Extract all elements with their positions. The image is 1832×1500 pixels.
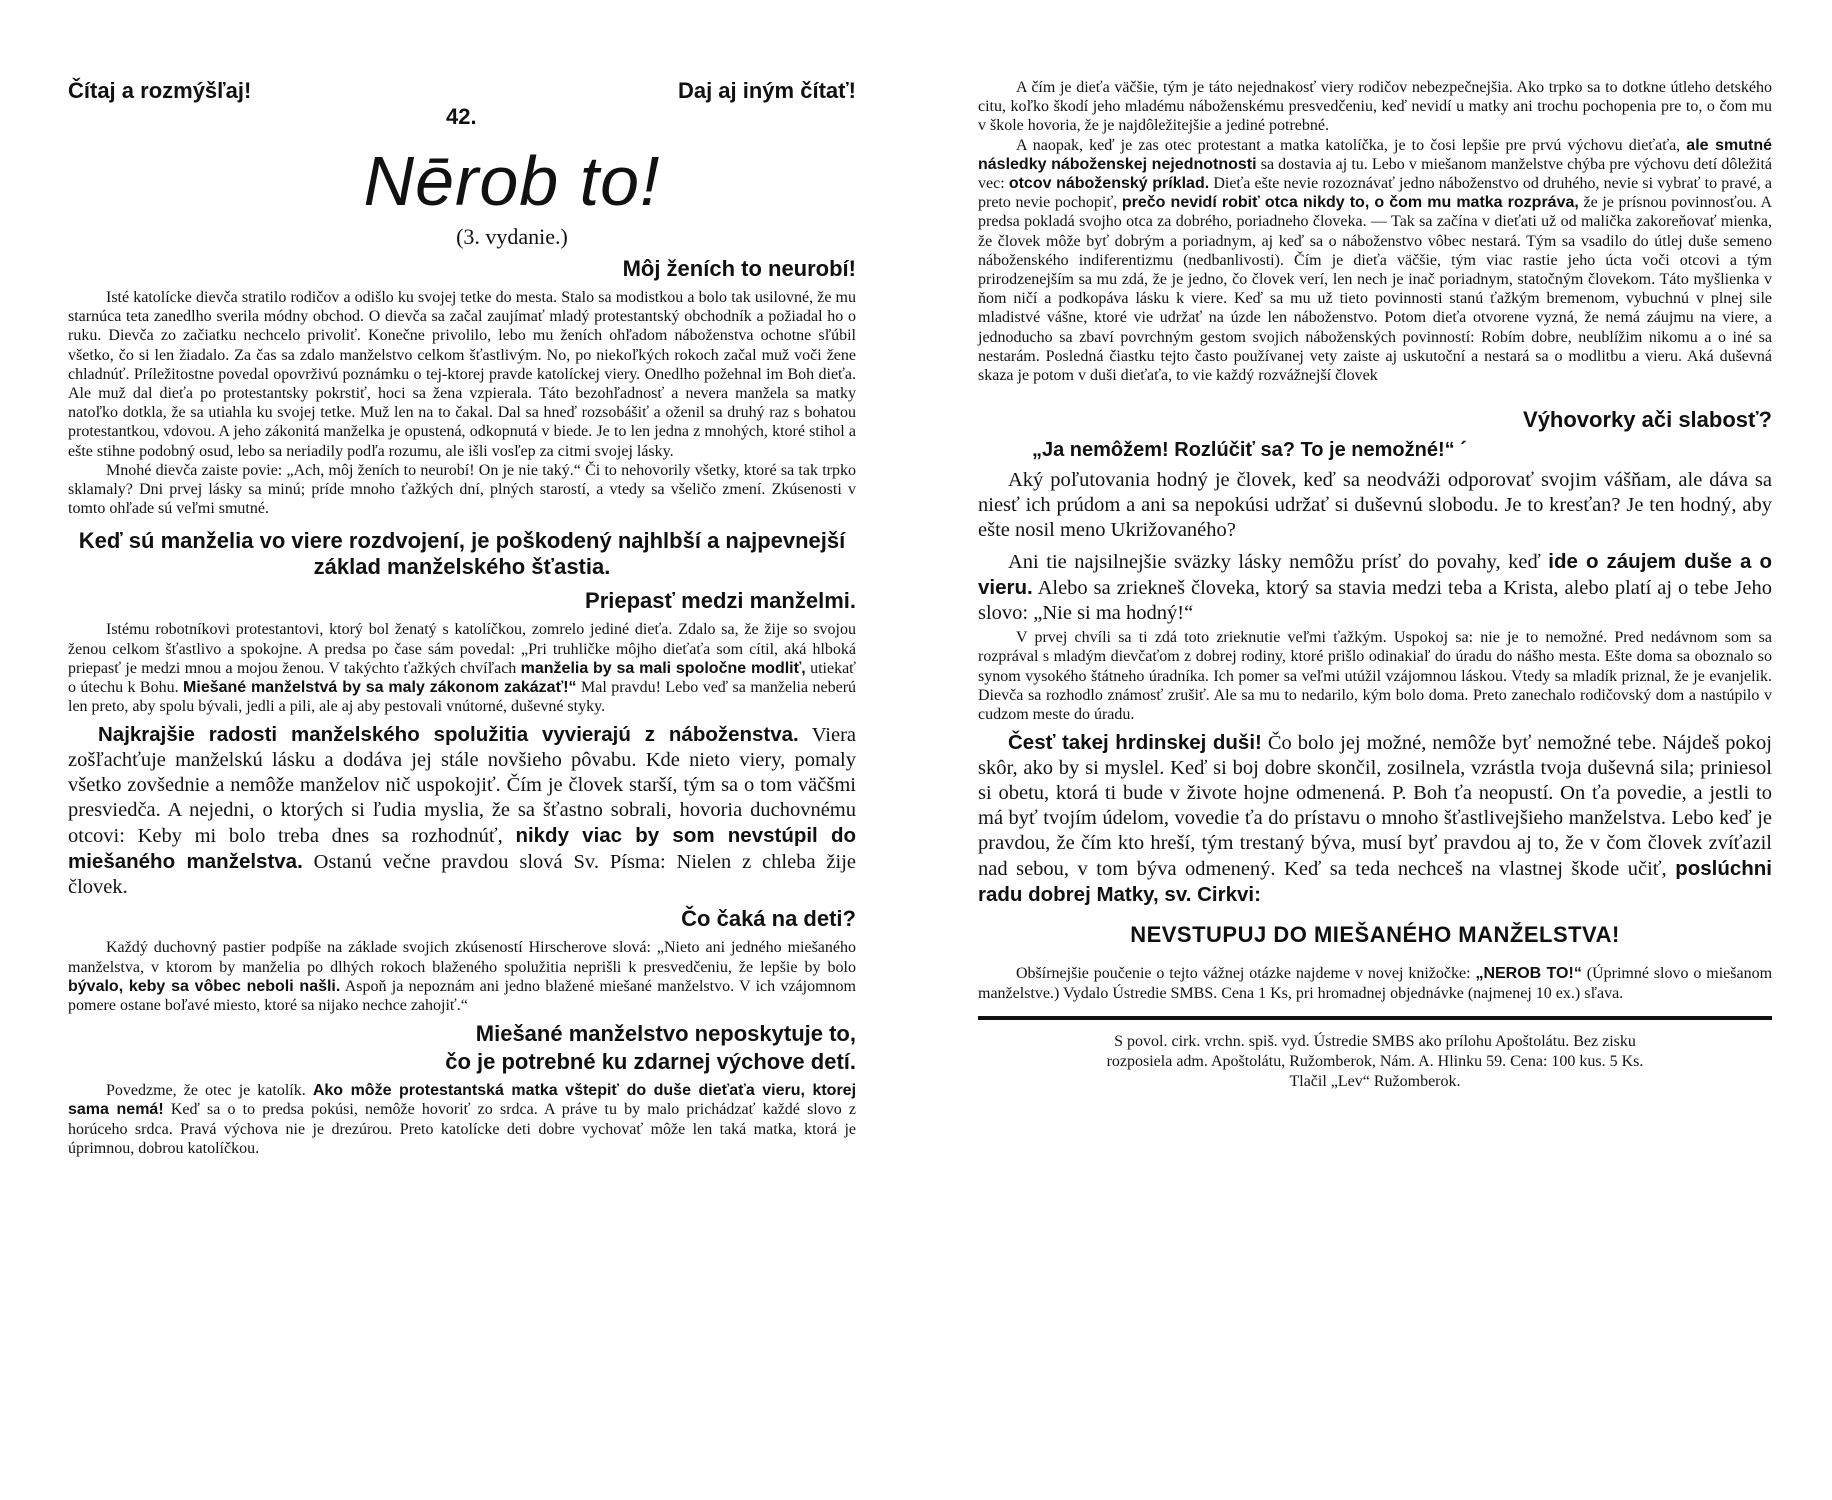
bold-text: ale smutné následky náboženskej nejednotnosti [978, 136, 1772, 173]
text-run: (Úprimné slovo o miešanom manželstve.) Vydalo Ústredie SMBS. Cena 1 Ks, pri hromadnej objednávke (najmenej 10 ex.) sľava. [978, 965, 1773, 1003]
section-heading: Výhovorky ači slabosť? [1523, 407, 1772, 433]
text-run: Viera zošľachťuje manželskú lásku a dodáva jej stále novšieho pôvabu. Kde nieto viery, pomaly všetko zovšednie a nemôže manželov nič uspokojiť. Čím je človek starší, tým sa o tom väčšmi presviedča. A nejedni, o ktorých si ľudia myslia, že sa šťastno sobrali, hovoria duchovnému otcovi: Keby mi bolo treba dnes sa rozhodnúť, [68, 724, 856, 848]
text-run: Čo bolo jej možné, nemôže byť nemožné tebe. Nájdeš pokoj skôr, ako by si myslel. Keď si boj dobre skončil, zosilnela, vzrástla tvoja duševná sila; priniesol si obetu, ktorá ti bude v živote hojne odmenená. P. Boh ťa neopustí. On ťa povedie, a jestli to má byť tvojím údelom, vovedie ťa do prístavu o mnoho šťastlivejšieho manželstva. Lebo keď je pravdou, že čím kto hreší, tým trestaný býva, musí byť pravdou aj to, že v čom človek zvíťazil nad sebou, v tom býva odmenený. Keď sa teda nechceš na vlastnej škode učiť, [978, 732, 1772, 881]
bold-text: bývalo, keby sa vôbec neboli našli. [68, 977, 341, 995]
text-run: Mal pravdu! Lebo veď sa manželia neberú len preto, aby spolu bývali, jedli a pili, ale aj aby pestovali vnútorné, duševné styky. [68, 679, 857, 716]
large-paragraph [978, 549, 1772, 626]
text-run: utiekať o útechu k Bohu. [68, 659, 857, 697]
imprint-line: Tlačil „Lev“ Ružomberok. [1289, 1073, 1461, 1091]
header-right-motto: Daj aj iným čítať! [677, 78, 856, 103]
section-heading: Môj ženích to neurobí! [622, 256, 856, 281]
section-heading: Keď sú manželia vo viere rozdvojení, je poškodený najhlbší a najpevnejší základ manželského šťastia. [78, 528, 846, 580]
bold-text: Česť takej hrdinskej duši! [1008, 731, 1262, 755]
bold-text: „NEROB TO!“ [1475, 965, 1582, 983]
bold-text: ide o záujem duše a o vieru. [978, 550, 1772, 600]
text-run: Ostanú večne pravdou slová Sv. Písma: Nielen z chleba žije človek. [68, 851, 857, 899]
paragraph: Mnohé dievča zaiste povie: „Ach, môj ženích to neurobí! On je nie taký.“ Či to nehovorily všetky, ktoré sa tak trpko sklamaly? Dni prvej lásky sa minú; príde mnoho ťažkých dní, plných starostí, a vtedy sa všeličo zmení. Zkúsenosti v tomto ohľade sú veľmi smutné. [68, 461, 856, 518]
bold-text: poslúchni radu dobrej Matky, sv. Cirkvi: [978, 857, 1772, 907]
imprint-line: rozposiela adm. Apoštolátu, Ružomberok, Nám. A. Hlinku 59. Cena: 100 kus. 5 Ks. [1106, 1053, 1644, 1071]
large-paragraph [978, 730, 1772, 908]
bold-text: Ako môže protestantská matka vštepiť do duše dieťaťa vieru, ktorej sama nemá! [68, 1082, 857, 1119]
text-run: Povedzme, že otec je katolík. [106, 1082, 306, 1100]
divider [978, 1016, 1772, 1020]
closing-appeal: NEVSTUPUJ DO MIEŠANÉHO MANŽELSTVA! [1130, 922, 1620, 948]
paragraph: Isté katolícke dievča stratilo rodičov a odišlo ku svojej tetke do mesta. Stalo sa modistkou a bolo tak usilovné, že mu starnúca teta zanedlho sverila módny obchod. O dievča sa začal zaujímať mladý protestantský obchodník a požiadal ho o ruku. Dievča zo začiatku nechcelo privoliť. Konečne privolilo, lebo mu ženích ohľadom náboženstva ochotne sľúbil všetko, čo si len žiadalo. Za čas sa zdalo manželstvo celkom šťastlivým. No, po niekoľkých rokoch začal muž voči žene chladnúť. Príležitostne povedal opovrživú poznámku o tej-ktorej pravde katolíckej viery. Onedlho požehnal im Boh dieťa. Ale muž dal dieťa po protestantsky pokrstiť, hoci sa žena vzpierala. Táto bezohľadnosť a nevera manžela sa matky natoľko dotkla, že sa utiahla ku svojej tetke. Muž len na to čakal. Dal sa hneď rozsobášiť a oženil sa druhý raz s bohatou protestantkou, vdovou. A jeho zákonitá manželka je opustená, odkopnutá v biede. Je to len jedna z mnohých, ktoré stihol a ešte stihne podobný osud, lebo sa neriadily podľa rozumu, ale išli vosľep za citmi svojej lásky. [68, 289, 856, 460]
text-run: Ani tie najsilnejšie sväzky lásky nemôžu prísť do povahy, keď [1008, 551, 1541, 574]
page-title: Nērob to! [363, 142, 661, 220]
paragraph [68, 620, 856, 716]
large-paragraph: Aký poľutovania hodný je človek, keď sa neodváži odporovať svojim vášňam, ale dáva sa niesť ich prúdom a ani sa nepokúsi udržať si duševnú slobodu. Je to kresťan? Je ten hodný, aby ešte nosil meno Ukrižovaného? [978, 469, 1772, 542]
section-heading: Priepasť medzi manželmi. [585, 588, 856, 614]
text-run: Istému robotníkovi protestantovi, ktorý bol ženatý s katolíčkou, zomrelo jediné dieťa. Zdalo sa, že žije so svojou ženou celkom šťastlivo a spokojne. A predsa po čase sám povedal: „Pri truhličke môjho dieťaťa som cítil, aká hlboká priepasť je medzi mnou a mojou ženou. V takýchto ťažkých chvíľach [68, 621, 856, 677]
text-run: Každý duchovný pastier podpíše na základe svojich zkúseností Hirscherove slová: „Nieto ani jedného miešaného manželstva, v ktorom by manželia po dlhých rokoch blaženého spolužitia neprišli k presvedčeniu, že lepšie by bolo [68, 939, 856, 976]
large-paragraph [68, 722, 856, 900]
right-page [916, 0, 1832, 1500]
text-run: Keď sa o to predsa pokúsi, nemôže hovoriť zo srdca. A práve tu by malo prichádzať každé slovo z horúceho srdca. Pravá výchova nie je drezúrou. Preto katolícke deti dobre vychovať môže len taká matka, ktorá je úprimnou, dobrou katolíčkou. [68, 1101, 856, 1157]
paragraph [978, 136, 1772, 386]
text-run: A naopak, keď je zas otec protestant a matka katolíčka, je to čosi lepšie pre prvú výchovu dieťaťa, [1016, 136, 1681, 154]
section-heading: čo je potrebné ku zdarnej výchove detí. [445, 1049, 856, 1075]
paragraph: V prvej chvíli sa ti zdá toto zrieknutie veľmi ťažkým. Uspokoj sa: nie je to nemožné. Pred nedávnom som sa rozprával s mladým dievčaťom z dobrej rodiny, ktoré prišlo odinakiaľ do úradu do nášho mesta. Ešte doma sa oboznalo so synom vysokého štátneho úradníka. Ich pomer sa veľmi utúžil vzájomnou láskou. Vtedy sa mladík priznal, že je evanjelik. Dievča sa rozhodlo známosť zrušiť. Ale sa mu to nedarilo, kým bolo doma. Preto zanechalo rodičovský dom a nastúpilo v cudzom meste do úradu. [978, 629, 1772, 724]
page-header [68, 78, 856, 129]
bold-text: manželia by sa mali spoločne modliť, [520, 659, 806, 677]
section-heading: Čo čaká na deti? [681, 906, 856, 932]
booklet-note [978, 964, 1772, 1004]
bold-text: prečo nevidí robiť otca nikdy to, o čom mu matka rozpráva, [1121, 194, 1579, 212]
paragraph [68, 938, 856, 1015]
text-run: že je prísnou povinnosťou. A predsa pokladá svojho otca za dobrého, poriadneho človeka. — Tak sa začína v dieťati už od malička zakoreňovať mienka, že človek môže byť dobrým a poriadnym, aj keď sa o náboženstvo vôbec nestará. Tým sa vsadilo do útlej duše semeno náboženského indiferentizmu (nedbanlivosti). Čím je dieťa väčšie, tým viac rastie jeho úcta voči otcovi a tým prirodzenejším sa mu zdá, že je jedno, čo človek verí, len nech je inač poriadnym, statočným človekom. Táto myšlienka v ňom ničí a podkopáva lásku k viere. Keď sa mu už tieto povinnosti stanú ťažkým bremenom, vybuchnú v plnej sile mladistvé vášne, ktoré vie udržať na úzde len náboženstvo. Potom dieťa otvorene vyzná, že nemá záujmu na viere, a jednoducho sa zbaví povrchným gestom svojich náboženských povinností: Robím dobre, neublížim nikomu a o iné sa nestarám. Posledná čiastku tejto často používanej vety zaiste aj uskutoční a nestará sa o modlitbu a vieru. Aká duševná skaza je potom v duši dieťaťa, to vie každý rozvážnejší človek [978, 194, 1773, 385]
header-left-motto: Čítaj a rozmýšľaj! [68, 78, 252, 103]
issue-number: 42. [446, 104, 477, 129]
text-run: Alebo sa zriekneš človeka, ktorý sa stavia medzi teba a Krista, alebo platí aj o tebe Jeho slovo: „Nie si ma hodný!“ [978, 577, 1772, 625]
text-run: Aspoň ja nepoznám ani jedno blažené miešané manželstvo. V ich vzájomnom pomere ostane boľavé miesto, ktoré sa nijako nechce zahojiť.“ [68, 977, 856, 1015]
text-run: sa dostavia aj tu. Lebo v miešanom manželstve chýba pre výchovu detí dôležitá vec: [978, 155, 1772, 193]
bold-text: otcov náboženský príklad. [1008, 175, 1210, 193]
text-run: Obšírnejšie poučenie o tejto vážnej otázke najdeme v novej knižočke: [1016, 965, 1471, 983]
bold-text: Najkrajšie radosti manželského spolužitia vyvierajú z náboženstva. [98, 723, 799, 747]
paragraph: A čím je dieťa väčšie, tým je táto nejednakosť viery rodičov nebezpečnejšia. Ako trpko sa to dotkne útleho detského citu, koľko škodí jeho mladému náboženskému presvedčeniu, keď nevidí u matky ani trochu pochopenia pre to, o čom mu v škole hovoria, že je najdôležitejšie a jediné potrebné. [978, 79, 1772, 135]
paragraph [68, 1081, 856, 1158]
bold-text: Miešané manželstvá by sa maly zákonom zakázať!“ [183, 679, 577, 697]
imprint-line: S povol. cirk. vrchn. spiš. vyd. Ústredie SMBS ako prílohu Apoštolátu. Bez zisku [1114, 1033, 1636, 1051]
bold-text: nikdy viac by som nevstúpil do miešaného manželstva. [68, 824, 857, 874]
text-run: Dieťa ešte nevie rozoznávať jedno náboženstvo od druhého, nevie si vybrať to pravé, a preto nevie pochopiť, [978, 175, 1773, 212]
section-heading: „Ja nemôžem! Rozlúčiť sa? To je nemožné!“ ´ [1032, 439, 1467, 462]
edition-label: (3. vydanie.) [456, 224, 568, 249]
section-heading: Miešané manželstvo neposkytuje to, [475, 1021, 856, 1047]
